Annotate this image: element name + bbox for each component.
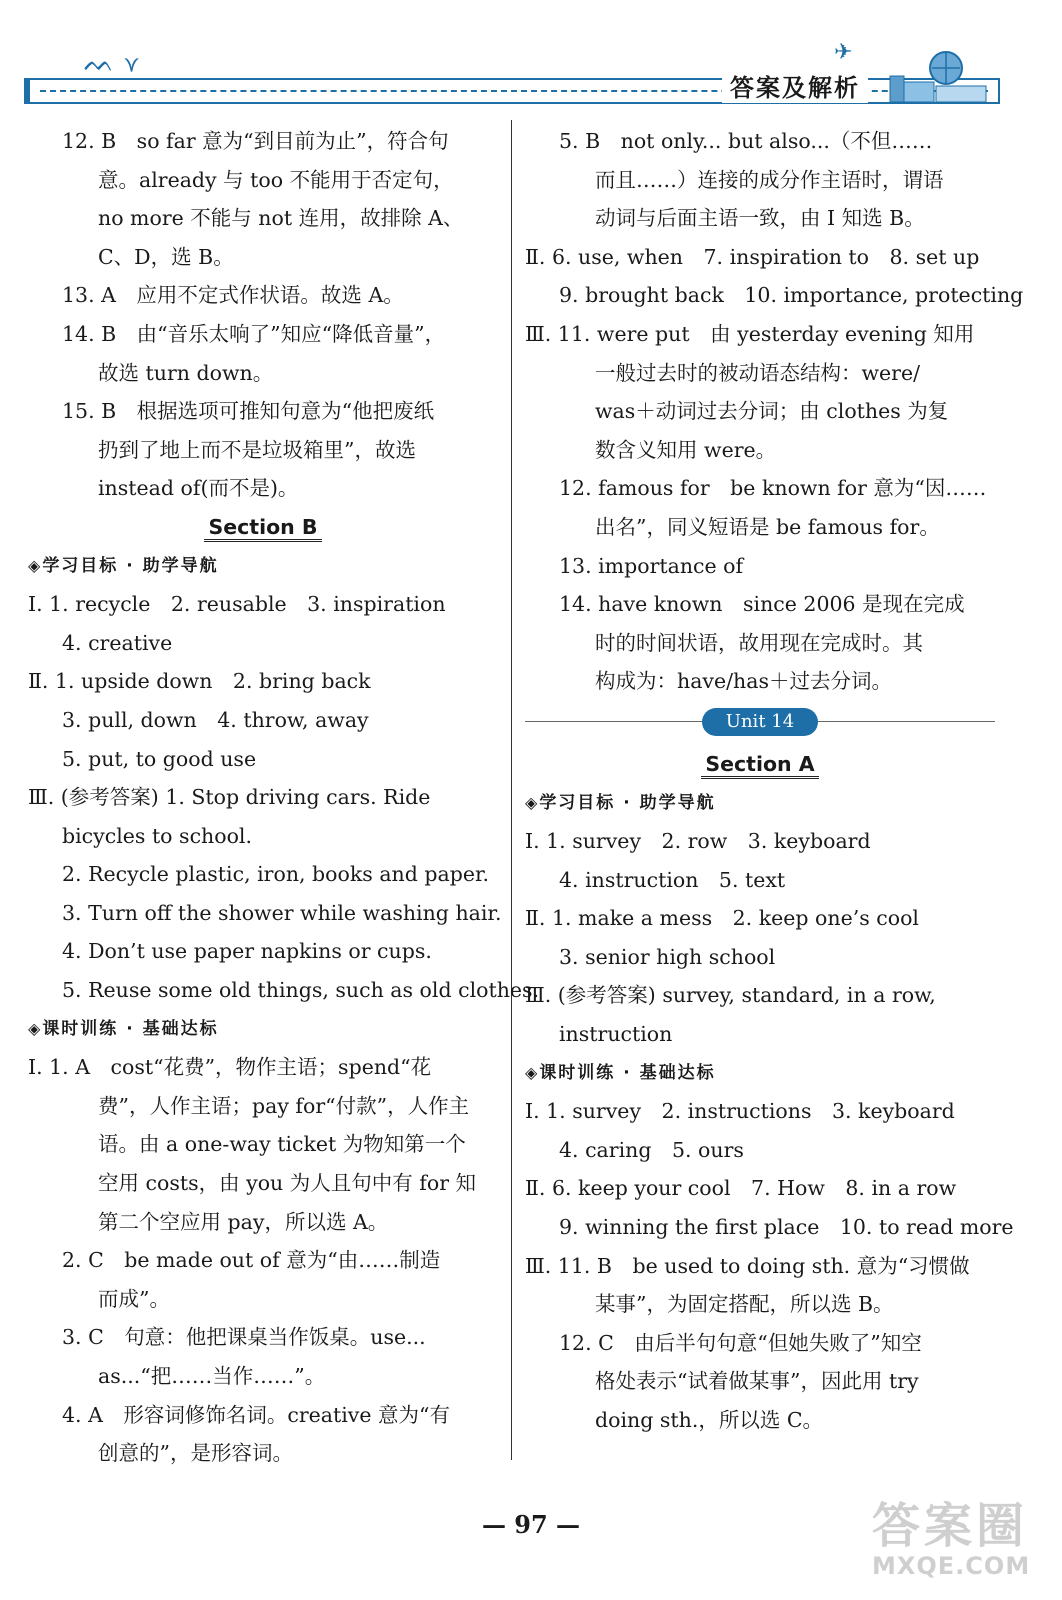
right-column <box>525 122 1024 1440</box>
answer-line: 5. put, to good use <box>62 746 257 771</box>
answer-line: instead of(而不是)。 <box>98 476 299 501</box>
page-header <box>24 40 1000 110</box>
answer-line: Ⅱ. 6. use, when 7. inspiration to 8. set up <box>525 244 980 269</box>
answer-line: 2. C be made out of 意为“由……制造 <box>62 1248 441 1273</box>
answer-line: 语。由 a one-way ticket 为物知第一个 <box>98 1132 466 1157</box>
answer-line: 3. Turn off the shower while washing hair. <box>62 900 502 925</box>
subsection-heading <box>28 547 498 586</box>
answer-line: 动词与后面主语一致，由 I 知选 B。 <box>595 206 925 231</box>
subsection-heading-text: 课时训练 · 基础达标 <box>42 1018 219 1039</box>
unit-badge <box>525 701 995 745</box>
answer-line: 数含义知用 were。 <box>595 437 777 462</box>
answer-line: 14. B 由“音乐太响了”知应“降低音量”， <box>62 321 446 346</box>
answer-line: 4. Don’t use paper napkins or cups. <box>62 939 432 964</box>
diamond-bullet-icon: ◈ <box>525 792 540 812</box>
answer-line: 某事”，为固定搭配，所以选 B。 <box>595 1292 894 1317</box>
answer-line: 出名”，同义短语是 be famous for。 <box>595 514 940 539</box>
answer-line: 而成”。 <box>98 1286 170 1311</box>
answer-line: 13. importance of <box>559 553 744 578</box>
answer-line: instruction <box>559 1022 673 1047</box>
answer-line: was＋动词过去分词；由 clothes 为复 <box>595 399 949 424</box>
answer-line: Ⅱ. 1. upside down 2. bring back <box>28 669 371 694</box>
answer-line: 4. creative <box>62 630 173 655</box>
answer-line: 时的时间状语，故用现在完成时。其 <box>595 630 923 655</box>
answer-line: bicycles to school. <box>62 823 253 848</box>
diamond-bullet-icon: ◈ <box>28 555 43 575</box>
watermark-title: 答案圈 <box>872 1498 1029 1554</box>
answer-line: no more 不能与 not 连用，故排除 A、 <box>98 206 464 231</box>
page-number: — 97 — <box>481 1510 581 1539</box>
answer-line: 13. A 应用不定式作状语。故选 A。 <box>62 283 404 308</box>
answer-line: 费”，人作主语；pay for“付款”，人作主 <box>98 1093 470 1118</box>
answer-line: 第二个空应用 pay，所以选 A。 <box>98 1209 389 1234</box>
watermark-logo <box>872 1500 1032 1590</box>
paper-plane-icon: ✈ <box>834 40 853 65</box>
column-divider <box>511 120 512 1460</box>
answer-line: Ⅲ. 11. B be used to doing sth. 意为“习惯做 <box>525 1253 970 1278</box>
answer-line: Ⅰ. 1. recycle 2. reusable 3. inspiration <box>28 592 446 617</box>
answer-line: 12. famous for be known for 意为“因…… <box>559 476 987 501</box>
answer-line: 5. Reuse some old things, such as old clothes. <box>62 978 540 1003</box>
answer-line: 空用 costs，由 you 为人且句中有 for 知 <box>98 1171 477 1196</box>
watermark-url: MXQE.COM <box>872 1552 1031 1580</box>
answer-line: 14. have known since 2006 是现在完成 <box>559 592 965 617</box>
answer-line: Ⅲ. (参考答案) 1. Stop driving cars. Ride <box>28 785 431 810</box>
header-title: 答案及解析 <box>722 68 868 103</box>
answer-line: 9. winning the first place 10. to read more <box>559 1215 1014 1240</box>
answer-line: Ⅰ. 1. A cost“花费”，物作主语；spend“花 <box>28 1055 432 1080</box>
answer-line: Ⅰ. 1. survey 2. instructions 3. keyboard <box>525 1099 955 1124</box>
answer-line: Ⅲ. 11. were put 由 yesterday evening 知用 <box>525 321 975 346</box>
diamond-bullet-icon: ◈ <box>28 1018 43 1038</box>
subsection-heading <box>525 1054 995 1093</box>
answer-line: 格处表示“试着做某事”，因此用 try <box>595 1369 919 1394</box>
globe-books-icon <box>884 46 994 104</box>
answer-line: 创意的”，是形容词。 <box>98 1441 293 1466</box>
answer-line: 4. A 形容词修饰名词。creative 意为“有 <box>62 1402 451 1427</box>
answer-line: 构成为：have/has＋过去分词。 <box>595 669 892 694</box>
section-title <box>28 508 498 547</box>
answer-line: 12. C 由后半句句意“但她失败了”知空 <box>559 1330 922 1355</box>
answer-line: 3. C 句意：他把课桌当作饭桌。use... <box>62 1325 426 1350</box>
subsection-heading <box>525 784 995 823</box>
subsection-heading-text: 学习目标 · 助学导航 <box>539 792 716 813</box>
left-column <box>28 122 540 1473</box>
answer-line: 故选 turn down。 <box>98 360 274 385</box>
diamond-bullet-icon: ◈ <box>525 1062 540 1082</box>
answer-line: as...“把……当作……”。 <box>98 1364 326 1388</box>
section-title-text: Section B <box>204 515 321 542</box>
answer-line: C、D，选 B。 <box>98 244 234 269</box>
answer-line: 4. instruction 5. text <box>559 867 786 892</box>
answer-line: Ⅰ. 1. survey 2. row 3. keyboard <box>525 829 871 854</box>
answer-line: 4. caring 5. ours <box>559 1137 744 1162</box>
subsection-heading-text: 学习目标 · 助学导航 <box>42 555 219 576</box>
section-title-text: Section A <box>701 752 818 779</box>
answer-line: Ⅱ. 1. make a mess 2. keep one’s cool <box>525 906 919 931</box>
answer-line: 一般过去时的被动语态结构：were/ <box>595 360 921 385</box>
answer-line: 扔到了地上而不是垃圾箱里”，故选 <box>98 437 416 462</box>
answer-line: doing sth.，所以选 C。 <box>595 1408 824 1432</box>
section-title <box>525 745 995 784</box>
answer-line: 12. B so far 意为“到目前为止”，符合句 <box>62 129 449 153</box>
birds-icon: ᨓ ⋎ <box>84 48 140 78</box>
answer-line: Ⅱ. 6. keep your cool 7. How 8. in a row <box>525 1176 957 1201</box>
answer-line: 2. Recycle plastic, iron, books and paper. <box>62 862 490 887</box>
answer-line: 15. B 根据选项可推知句意为“他把废纸 <box>62 399 435 424</box>
subsection-heading-text: 课时训练 · 基础达标 <box>539 1062 716 1083</box>
answer-line: 3. pull, down 4. throw, away <box>62 707 369 732</box>
answer-line: 3. senior high school <box>559 944 776 969</box>
answer-line: 9. brought back 10. importance, protecting <box>559 283 1024 308</box>
subsection-heading <box>28 1010 498 1049</box>
answer-line: Ⅲ. (参考答案) survey, standard, in a row, <box>525 983 936 1008</box>
answer-line: 5. B not only... but also...（不但…… <box>559 129 933 153</box>
unit-label: Unit 14 <box>702 708 818 736</box>
answer-line: 而且……）连接的成分作主语时，谓语 <box>595 167 944 192</box>
answer-line: 意。already 与 too 不能用于否定句， <box>98 167 454 192</box>
